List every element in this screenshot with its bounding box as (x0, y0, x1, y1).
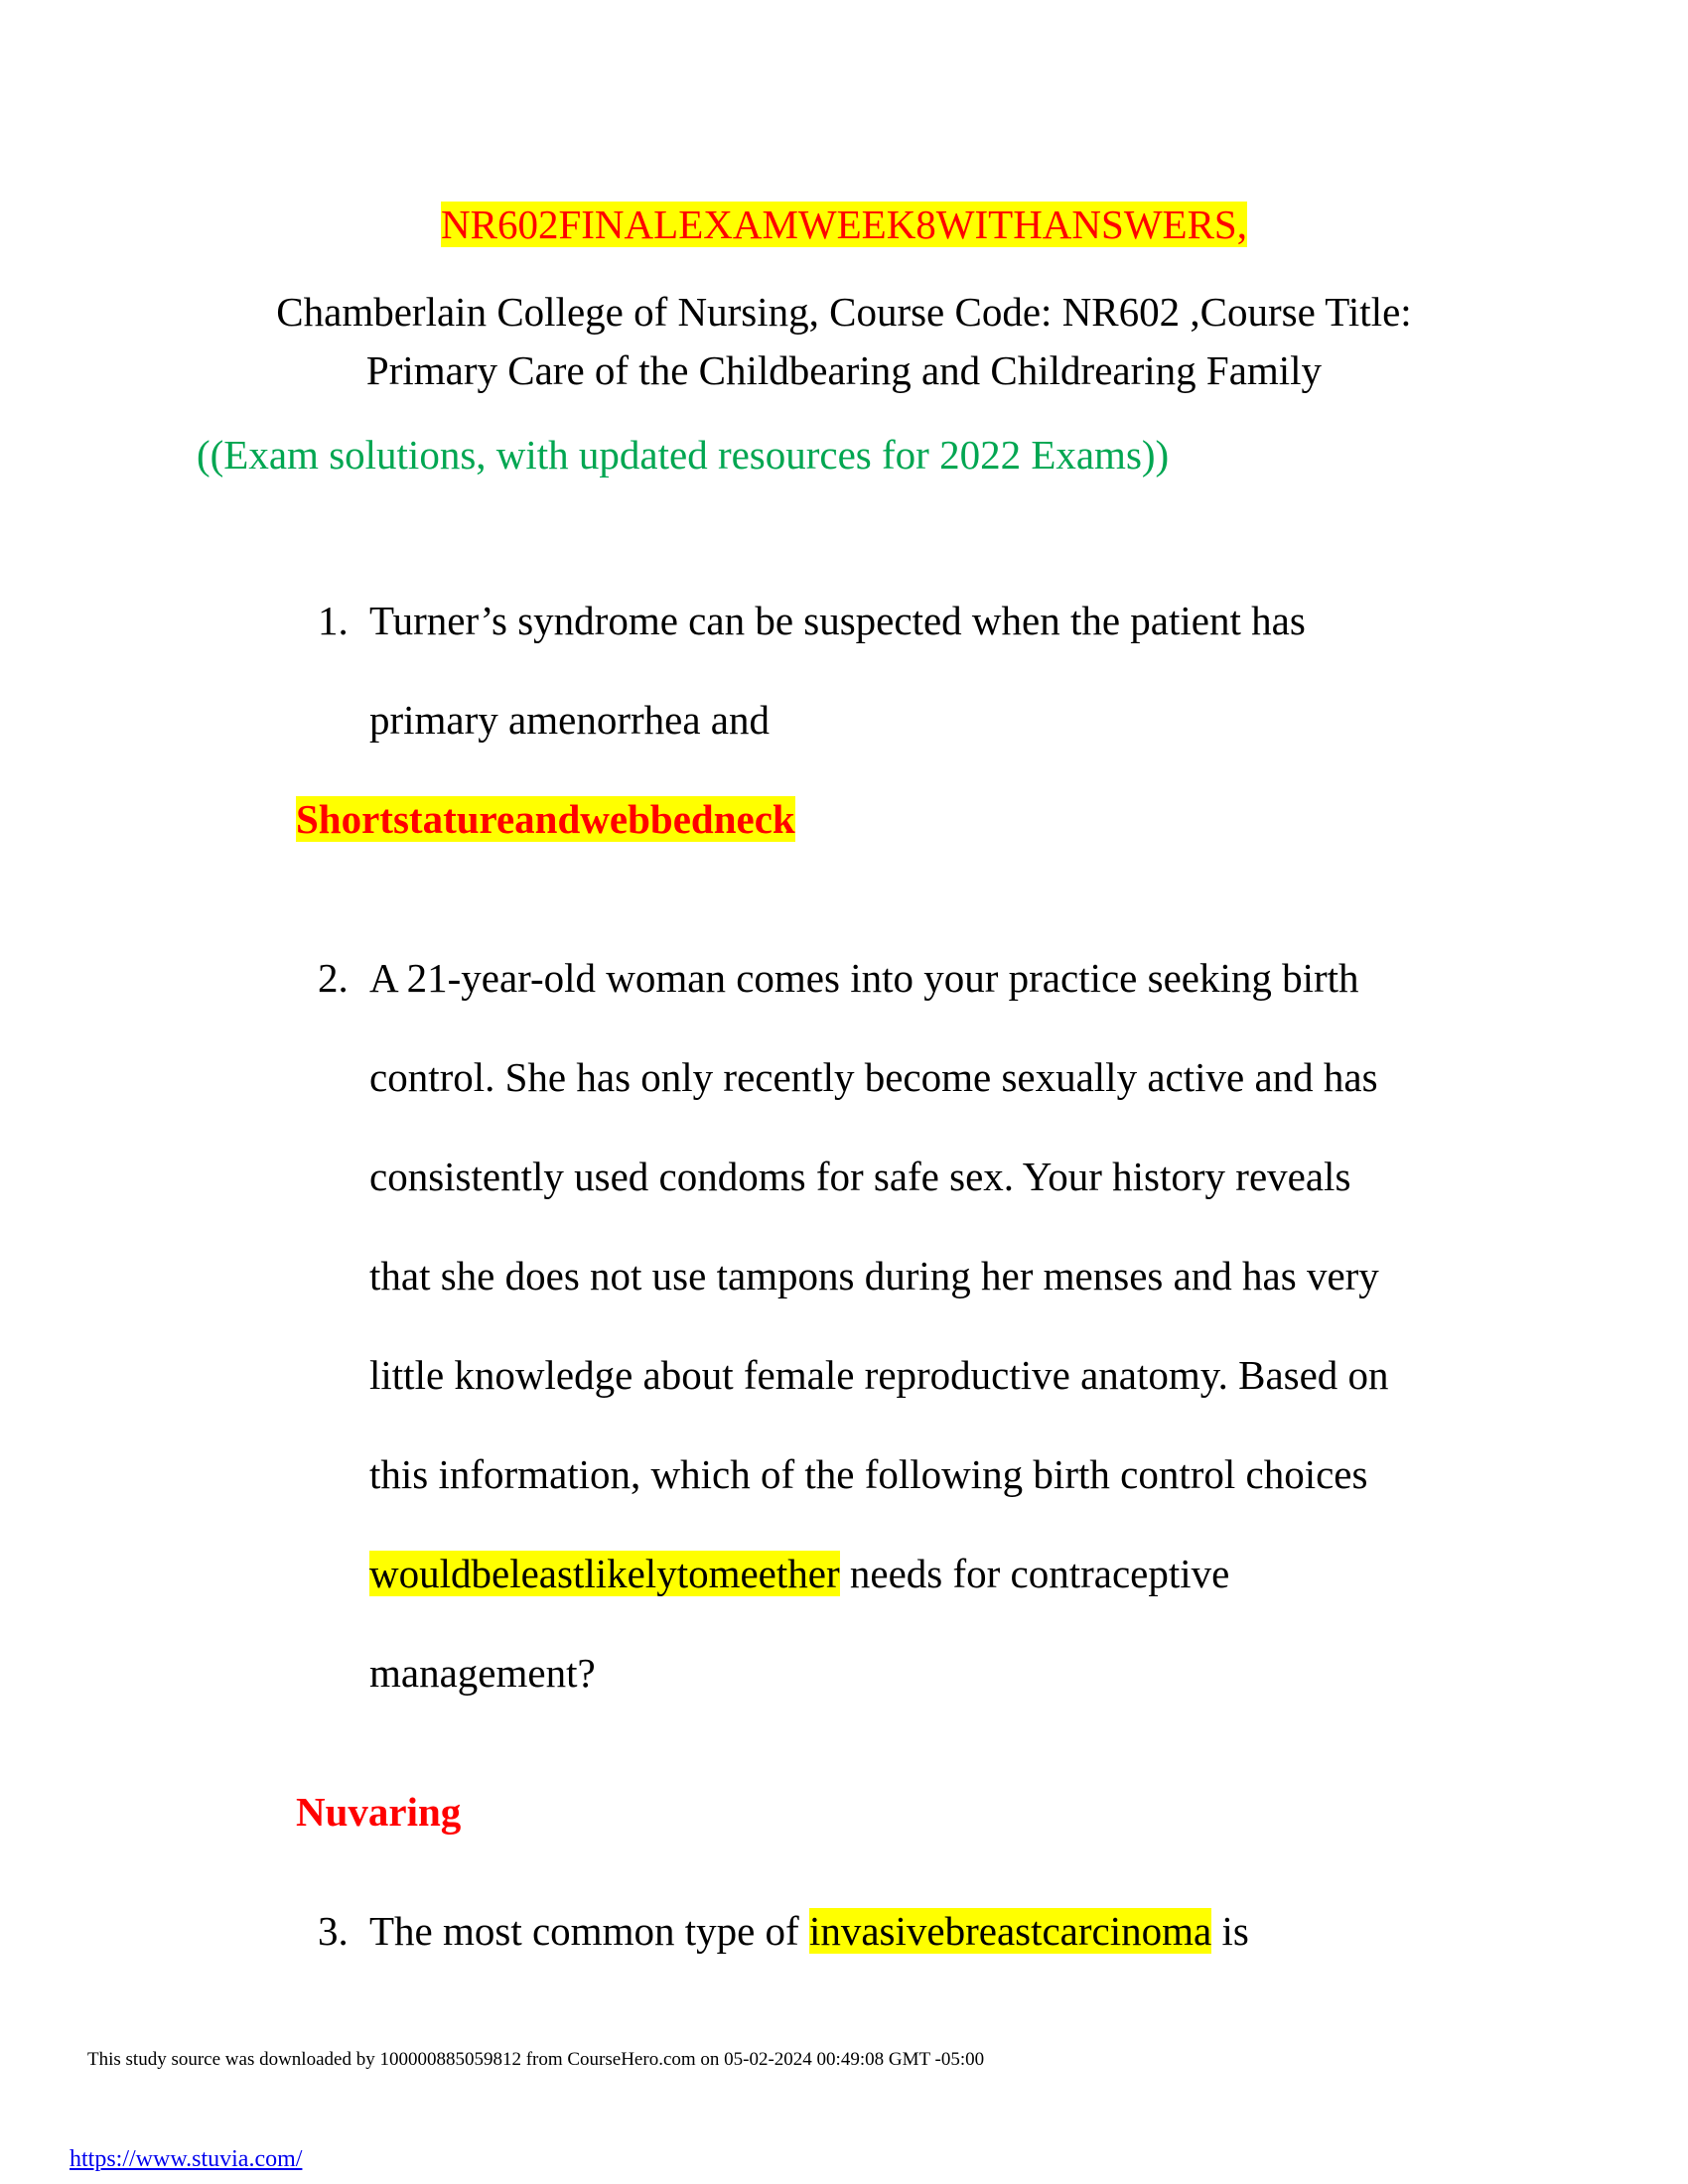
exam-note: ((Exam solutions, with updated resources for 2022 Exams)) (197, 432, 1170, 478)
question-1-line-2: primary amenorrhea and (369, 697, 770, 743)
question-2-highlight: wouldbeleastlikelytomeether (369, 1551, 840, 1596)
question-1-answer (296, 791, 795, 847)
question-2-line-6: this information, which of the following birth control choices (369, 1451, 1368, 1497)
question-2-answer: Nuvaring (296, 1789, 462, 1835)
document-title (0, 197, 1688, 252)
stuvia-link[interactable]: https://www.stuvia.com/ (70, 2146, 303, 2172)
question-2-line-2: control. She has only recently become sexually active and has (369, 1054, 1378, 1100)
question-1-line-1: Turner’s syndrome can be suspected when the patient has (369, 598, 1306, 643)
question-1-answer-text: Shortstatureandwebbedneck (296, 796, 795, 842)
question-2-line-3: consistently used condoms for safe sex. Your history reveals (369, 1154, 1351, 1199)
course-info-line-2: Primary Care of the Childbearing and Childrearing Family (365, 347, 1323, 393)
course-info-line-1: Chamberlain College of Nursing, Course Code: NR602 ,Course Title: (276, 289, 1412, 335)
question-2-line-7 (369, 1546, 1229, 1601)
download-notice: This study source was downloaded by 100000885059812 from CourseHero.com on 05-02-2024 00:49:08 GMT -05:00 (87, 2049, 985, 2070)
question-3-prefix: The most common type of (369, 1908, 809, 1954)
question-1-number: 1. (318, 598, 349, 643)
question-2-line-4: that she does not use tampons during her menses and has very (369, 1253, 1379, 1298)
question-2-line-7-rest: needs for contraceptive (839, 1551, 1230, 1596)
question-3-number: 3. (318, 1908, 349, 1954)
question-2-line-5: little knowledge about female reproductive anatomy. Based on (369, 1352, 1389, 1398)
question-3-line-1 (369, 1903, 1249, 1959)
question-3-highlight: invasivebreastcarcinoma (808, 1908, 1212, 1954)
question-3-suffix: is (1211, 1908, 1249, 1954)
document-title-text: NR602FINALEXAMWEEK8WITHANSWERS, (441, 202, 1247, 247)
question-2-number: 2. (318, 955, 349, 1001)
question-2-line-1: A 21-year-old woman comes into your practice seeking birth (369, 955, 1359, 1001)
question-2-line-8: management? (369, 1650, 596, 1696)
